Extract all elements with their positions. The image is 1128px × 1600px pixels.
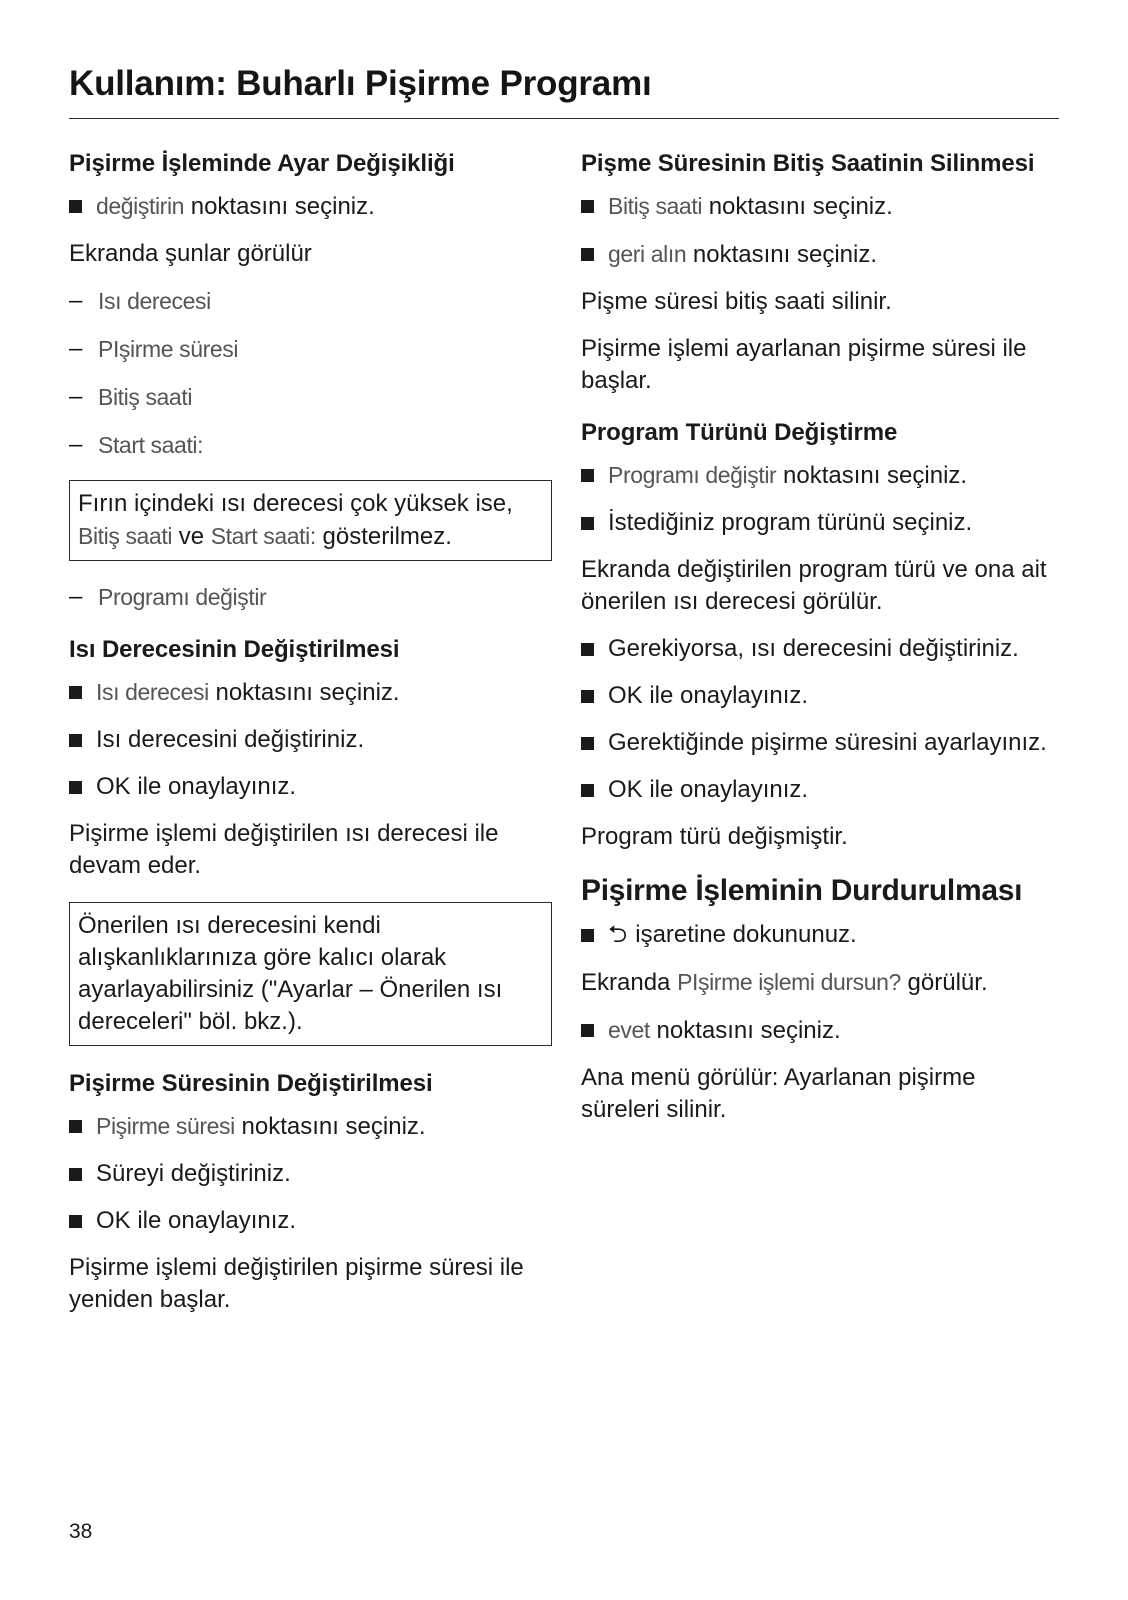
note-box xyxy=(69,902,552,1046)
bullet-square-icon xyxy=(69,686,82,699)
bullet-text: noktasını seçiniz. xyxy=(184,193,375,220)
bullet-square-icon xyxy=(581,469,594,482)
bullet-text: noktasını seçiniz. xyxy=(234,1113,426,1140)
bullet-square-icon xyxy=(69,1120,82,1133)
bullet-item xyxy=(581,190,1059,223)
dash-item xyxy=(69,429,552,462)
page-title: Kullanım: Buharlı Pişirme Programı xyxy=(69,64,652,103)
bullet-item xyxy=(581,1014,1059,1047)
bullet-text: noktasını seçiniz. xyxy=(686,241,877,268)
bullet-square-icon xyxy=(69,200,82,213)
bullet-text: OK ile onaylayınız. xyxy=(608,776,809,803)
paragraph: Pişirme işlemi değiştirilen pişirme süresi ile yeniden başlar. xyxy=(69,1254,524,1313)
note-text: Önerilen ısı derecesini kendi alışkanlıklarınıza göre kalıcı olarak ayarlayabilirsiniz ("Ayarlar – Önerilen ısı dereceleri" böl. bkz.). xyxy=(78,912,503,1035)
bullet-item xyxy=(69,1110,552,1143)
display-text: Start saati: xyxy=(210,523,316,549)
bullet-item xyxy=(581,774,1059,806)
back-arrow-icon: ⮌ xyxy=(608,921,628,948)
display-text: Isı derecesi xyxy=(98,288,211,314)
bullet-text: Gerekiyorsa, ısı derecesini değiştiriniz. xyxy=(608,635,1019,662)
display-text: değiştirin xyxy=(96,193,185,219)
bullet-square-icon xyxy=(581,248,594,261)
bullet-text: işaretine dokununuz. xyxy=(635,921,857,948)
section-heading-duration: Pişirme Süresinin Değiştirilmesi xyxy=(69,1070,433,1097)
dash-icon: – xyxy=(69,431,83,458)
paragraph: Ana menü görülür: Ayarlanan pişirme süreleri silinir. xyxy=(581,1064,976,1123)
note-box xyxy=(69,480,552,561)
page-number: 38 xyxy=(69,1520,93,1543)
section-heading-temperature: Isı Derecesinin Değiştirilmesi xyxy=(69,636,400,663)
paragraph-part: Ekranda xyxy=(581,969,678,996)
bullet-item xyxy=(69,724,552,756)
bullet-square-icon xyxy=(581,517,594,530)
bullet-item xyxy=(581,919,1059,951)
dash-icon: – xyxy=(69,583,83,610)
bullet-square-icon xyxy=(69,1168,82,1181)
dash-item xyxy=(69,381,552,414)
display-text: Pişirme süresi xyxy=(96,1113,235,1139)
bullet-square-icon xyxy=(581,1024,594,1037)
paragraph: Ekranda değiştirilen program türü ve ona ait önerilen ısı derecesi görülür. xyxy=(581,556,1047,615)
dash-icon: – xyxy=(69,287,83,314)
bullet-item xyxy=(581,507,1059,539)
paragraph-part: görülür. xyxy=(900,969,988,996)
dash-item xyxy=(69,581,552,614)
right-column xyxy=(581,148,1059,1141)
section-heading-stop-cooking: Pişirme İşleminin Durdurulması xyxy=(581,874,1023,907)
note-text-part: Fırın içindeki ısı derecesi çok yüksek ise, xyxy=(78,490,513,517)
bullet-text: noktasını seçiniz. xyxy=(649,1017,841,1044)
display-text: evet xyxy=(608,1017,650,1043)
paragraph: Program türü değişmiştir. xyxy=(581,823,848,850)
display-text: geri alın xyxy=(608,241,687,267)
paragraph: Pişirme işlemi değiştirilen ısı derecesi ile devam eder. xyxy=(69,820,499,879)
note-text-part: gösterilmez. xyxy=(315,523,452,550)
bullet-square-icon xyxy=(69,734,82,747)
note-text xyxy=(78,488,543,553)
display-text: Bitiş saati xyxy=(98,384,193,410)
section-heading-settings-change: Pişirme İşleminde Ayar Değişikliği xyxy=(69,150,455,177)
bullet-item xyxy=(581,727,1059,759)
section-heading-program-type: Program Türünü Değiştirme xyxy=(581,419,898,446)
bullet-square-icon xyxy=(581,200,594,213)
dash-icon: – xyxy=(69,383,83,410)
display-text: PIşirme işlemi dursun? xyxy=(677,969,901,995)
bullet-item xyxy=(69,676,552,709)
display-text: Bitiş saati xyxy=(78,523,173,549)
bullet-item xyxy=(581,633,1059,665)
bullet-item xyxy=(69,1158,552,1190)
bullet-square-icon xyxy=(581,737,594,750)
paragraph: Pişme süresi bitiş saati silinir. xyxy=(581,288,892,315)
bullet-square-icon xyxy=(581,784,594,797)
left-column xyxy=(69,148,552,1331)
bullet-item xyxy=(581,680,1059,712)
bullet-text: noktasını seçiniz. xyxy=(208,679,400,706)
display-text: Isı derecesi xyxy=(96,679,209,705)
paragraph: Ekranda şunlar görülür xyxy=(69,240,312,267)
bullet-item xyxy=(69,771,552,803)
bullet-item xyxy=(69,190,552,223)
bullet-text: Gerektiğinde pişirme süresini ayarlayınız. xyxy=(608,729,1047,756)
section-heading-end-time-delete: Pişme Süresinin Bitiş Saatinin Silinmesi xyxy=(581,150,1035,177)
bullet-item xyxy=(69,1205,552,1237)
dash-icon: – xyxy=(69,335,83,362)
paragraph xyxy=(581,966,1059,999)
bullet-square-icon xyxy=(69,1215,82,1228)
bullet-item xyxy=(581,459,1059,492)
display-text: Programı değiştir xyxy=(98,584,267,610)
bullet-square-icon xyxy=(581,929,594,942)
bullet-square-icon xyxy=(69,781,82,794)
bullet-text: İstediğiniz program türünü seçiniz. xyxy=(608,509,973,536)
title-divider xyxy=(69,118,1059,119)
display-text: Bitiş saati xyxy=(608,193,703,219)
bullet-square-icon xyxy=(581,690,594,703)
bullet-text: noktasını seçiniz. xyxy=(776,462,968,489)
bullet-square-icon xyxy=(581,643,594,656)
display-text: Start saati: xyxy=(98,432,204,458)
display-text: Programı değiştir xyxy=(608,462,777,488)
bullet-text: Isı derecesini değiştiriniz. xyxy=(96,726,365,753)
dash-item xyxy=(69,285,552,318)
display-text: PIşirme süresi xyxy=(98,336,239,362)
bullet-text: Süreyi değiştiriniz. xyxy=(96,1160,291,1187)
paragraph: Pişirme işlemi ayarlanan pişirme süresi ile başlar. xyxy=(581,335,1027,394)
bullet-text: OK ile onaylayınız. xyxy=(608,682,809,709)
note-text-part: ve xyxy=(172,523,211,550)
bullet-text: OK ile onaylayınız. xyxy=(96,1207,297,1234)
dash-item xyxy=(69,333,552,366)
bullet-text: OK ile onaylayınız. xyxy=(96,773,297,800)
bullet-item xyxy=(581,238,1059,271)
bullet-text: noktasını seçiniz. xyxy=(702,193,893,220)
